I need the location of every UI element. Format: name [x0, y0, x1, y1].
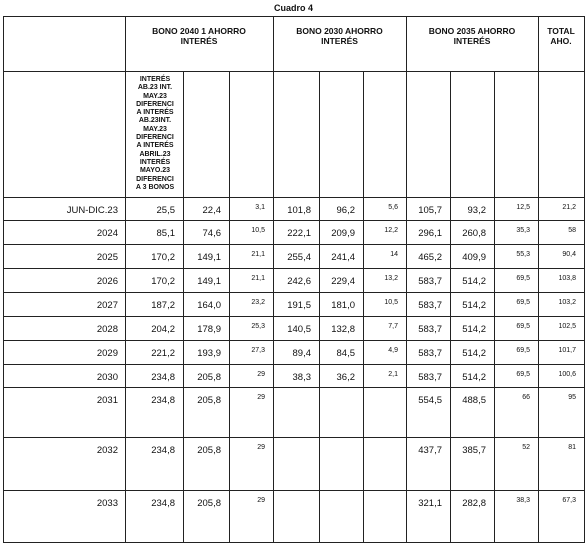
table-cell: 321,1 — [418, 498, 442, 509]
column-subheader-line: AB.23INT. — [138, 117, 172, 125]
table-cell: 105,7 — [418, 205, 442, 216]
table-cell: 514,2 — [462, 324, 486, 335]
table-cell: 178,9 — [197, 324, 221, 335]
row-label: 2026 — [96, 276, 118, 287]
row-label: 2032 — [96, 445, 118, 456]
table-cell: 205,8 — [197, 498, 221, 509]
column-subheader-line: DIFERENCI — [136, 100, 174, 108]
grid-line — [3, 244, 585, 245]
column-subheader-line: MAYO.23 — [139, 167, 171, 175]
grid-line — [3, 387, 585, 388]
table-cell: 514,2 — [462, 348, 486, 359]
table-cell: 583,7 — [418, 324, 442, 335]
table-cell: 38,3 — [292, 372, 311, 383]
row-label: 2029 — [96, 348, 118, 359]
table-cell: 465,2 — [418, 252, 442, 263]
column-group-header: BONO 2035 AHORRO INTERÉS — [428, 26, 516, 46]
table-cell: 187,2 — [151, 300, 175, 311]
row-label: 2025 — [96, 252, 118, 263]
table-cell: 85,1 — [156, 228, 175, 239]
grid-line — [494, 71, 495, 543]
table-cell: 204,2 — [151, 324, 175, 335]
grid-line — [584, 16, 585, 543]
table-cell: 164,0 — [197, 300, 221, 311]
table-cell: 514,2 — [462, 300, 486, 311]
table-cell: 55,3 — [516, 251, 530, 258]
column-group-header: TOTAL AHO. — [547, 26, 575, 46]
column-subheader-line: ABRIL.23 — [139, 150, 171, 158]
row-label: 2027 — [96, 300, 118, 311]
table-cell: 260,8 — [462, 228, 486, 239]
table-cell: 5,6 — [388, 204, 398, 211]
table-cell: 36,2 — [336, 372, 355, 383]
table-cell: 583,7 — [418, 372, 442, 383]
table-cell: 12,5 — [516, 204, 530, 211]
table-cell: 58 — [568, 227, 576, 234]
table-cell: 234,8 — [151, 445, 175, 456]
table-cell: 583,7 — [418, 348, 442, 359]
table-cell: 282,8 — [462, 498, 486, 509]
table-cell: 35,3 — [516, 227, 530, 234]
table-cell: 193,9 — [197, 348, 221, 359]
table-cell: 100,6 — [558, 371, 576, 378]
table-cell: 69,5 — [516, 299, 530, 306]
grid-line — [3, 268, 585, 269]
table-cell: 96,2 — [336, 205, 355, 216]
table-cell: 67,3 — [562, 497, 576, 504]
column-subheader-line: DIFERENCI — [136, 175, 174, 183]
table-cell: 554,5 — [418, 395, 442, 406]
grid-line — [3, 197, 585, 198]
table-cell: 101,7 — [558, 347, 576, 354]
table-cell: 514,2 — [462, 372, 486, 383]
table-cell: 10,5 — [251, 227, 265, 234]
table-cell: 385,7 — [462, 445, 486, 456]
table-cell: 583,7 — [418, 276, 442, 287]
table-cell: 22,4 — [202, 205, 221, 216]
grid-line — [3, 292, 585, 293]
table-cell: 132,8 — [331, 324, 355, 335]
table-cell: 69,5 — [516, 371, 530, 378]
table-cell: 229,4 — [331, 276, 355, 287]
column-subheader — [128, 76, 182, 192]
table-cell: 27,3 — [251, 347, 265, 354]
table-cell: 209,9 — [331, 228, 355, 239]
row-label: 2033 — [96, 498, 118, 509]
table-cell: 13,2 — [384, 275, 398, 282]
table-cell: 4,9 — [388, 347, 398, 354]
table-cell: 205,8 — [197, 445, 221, 456]
table-cell: 102,5 — [558, 323, 576, 330]
table-cell: 38,3 — [516, 497, 530, 504]
table-cell: 3,1 — [255, 204, 265, 211]
grid-line — [3, 16, 585, 17]
table-cell: 241,4 — [331, 252, 355, 263]
table-cell: 149,1 — [197, 252, 221, 263]
row-label: JUN-DIC.23 — [66, 205, 118, 216]
table-cell: 234,8 — [151, 498, 175, 509]
table-cell: 234,8 — [151, 395, 175, 406]
column-subheader-line: MAY.23 — [143, 92, 167, 100]
table-cell: 25,3 — [251, 323, 265, 330]
table-cell: 170,2 — [151, 276, 175, 287]
table-cell: 23,2 — [251, 299, 265, 306]
row-label: 2030 — [96, 372, 118, 383]
table-cell: 29 — [257, 444, 265, 451]
column-subheader-line: MAY.23 — [143, 125, 167, 133]
table-cell: 437,7 — [418, 445, 442, 456]
table-cell: 221,2 — [151, 348, 175, 359]
table-cell: 205,8 — [197, 395, 221, 406]
table-cell: 29 — [257, 497, 265, 504]
table-cell: 66 — [522, 394, 530, 401]
column-subheader-line: INTERÉS — [139, 158, 171, 166]
table-cell: 234,8 — [151, 372, 175, 383]
table-cell: 205,8 — [197, 372, 221, 383]
table-cell: 101,8 — [287, 205, 311, 216]
table-cell: 21,2 — [562, 204, 576, 211]
table-cell: 14 — [390, 251, 398, 258]
table-cell: 93,2 — [467, 205, 486, 216]
table-cell: 12,2 — [384, 227, 398, 234]
grid-line — [3, 490, 585, 491]
column-subheader-line: A 3 BONOS — [135, 183, 175, 191]
grid-line — [3, 340, 585, 341]
column-group-header: BONO 2030 AHORRO INTERÉS — [296, 26, 383, 46]
table-cell: 90,4 — [562, 251, 576, 258]
table-cell: 255,4 — [287, 252, 311, 263]
table-cell: 25,5 — [156, 205, 175, 216]
column-subheader-line: AB.23 INT. — [137, 84, 173, 92]
table-cell: 242,6 — [287, 276, 311, 287]
table-cell: 81 — [568, 444, 576, 451]
table-cell: 69,5 — [516, 275, 530, 282]
table-cell: 95 — [568, 394, 576, 401]
table-title: Cuadro 4 — [273, 3, 313, 13]
table-cell: 181,0 — [331, 300, 355, 311]
table-cell: 29 — [257, 394, 265, 401]
table-cell: 89,4 — [292, 348, 311, 359]
table-cell: 29 — [257, 371, 265, 378]
table-cell: 2,1 — [388, 371, 398, 378]
table-cell: 103,2 — [558, 299, 576, 306]
column-subheader-line: A INTERÉS — [136, 109, 174, 117]
grid-line — [229, 71, 230, 543]
row-label: 2028 — [96, 324, 118, 335]
table-cell: 140,5 — [287, 324, 311, 335]
column-group-header: BONO 2040 1 AHORRO INTERÉS — [152, 26, 246, 46]
grid-line — [3, 542, 585, 543]
table-cell: 74,6 — [202, 228, 221, 239]
table-cell: 149,1 — [197, 276, 221, 287]
grid-line — [3, 364, 585, 365]
grid-line — [3, 220, 585, 221]
column-subheader-line: INTERÉS — [139, 76, 171, 83]
grid-line — [3, 71, 585, 72]
table-cell: 170,2 — [151, 252, 175, 263]
table-cell: 52 — [522, 444, 530, 451]
grid-line — [363, 71, 364, 543]
table-cell: 514,2 — [462, 276, 486, 287]
table-cell: 409,9 — [462, 252, 486, 263]
table-cell: 7,7 — [388, 323, 398, 330]
table-cell: 583,7 — [418, 300, 442, 311]
table-cell: 191,5 — [287, 300, 311, 311]
table-cell: 10,5 — [384, 299, 398, 306]
table-cell: 488,5 — [462, 395, 486, 406]
table-cell: 296,1 — [418, 228, 442, 239]
grid-line — [3, 316, 585, 317]
column-subheader-line: A INTERÉS — [136, 142, 174, 150]
table-cell: 69,5 — [516, 347, 530, 354]
column-subheader-line: DIFERENCI — [136, 134, 174, 142]
table-cell: 84,5 — [336, 348, 355, 359]
table-cell: 222,1 — [287, 228, 311, 239]
table-cell: 21,1 — [251, 251, 265, 258]
row-label: 2031 — [96, 395, 118, 406]
row-label: 2024 — [96, 228, 118, 239]
table-cell: 69,5 — [516, 323, 530, 330]
table-cell: 103,8 — [558, 275, 576, 282]
grid-line — [3, 437, 585, 438]
table-cell: 21,1 — [251, 275, 265, 282]
